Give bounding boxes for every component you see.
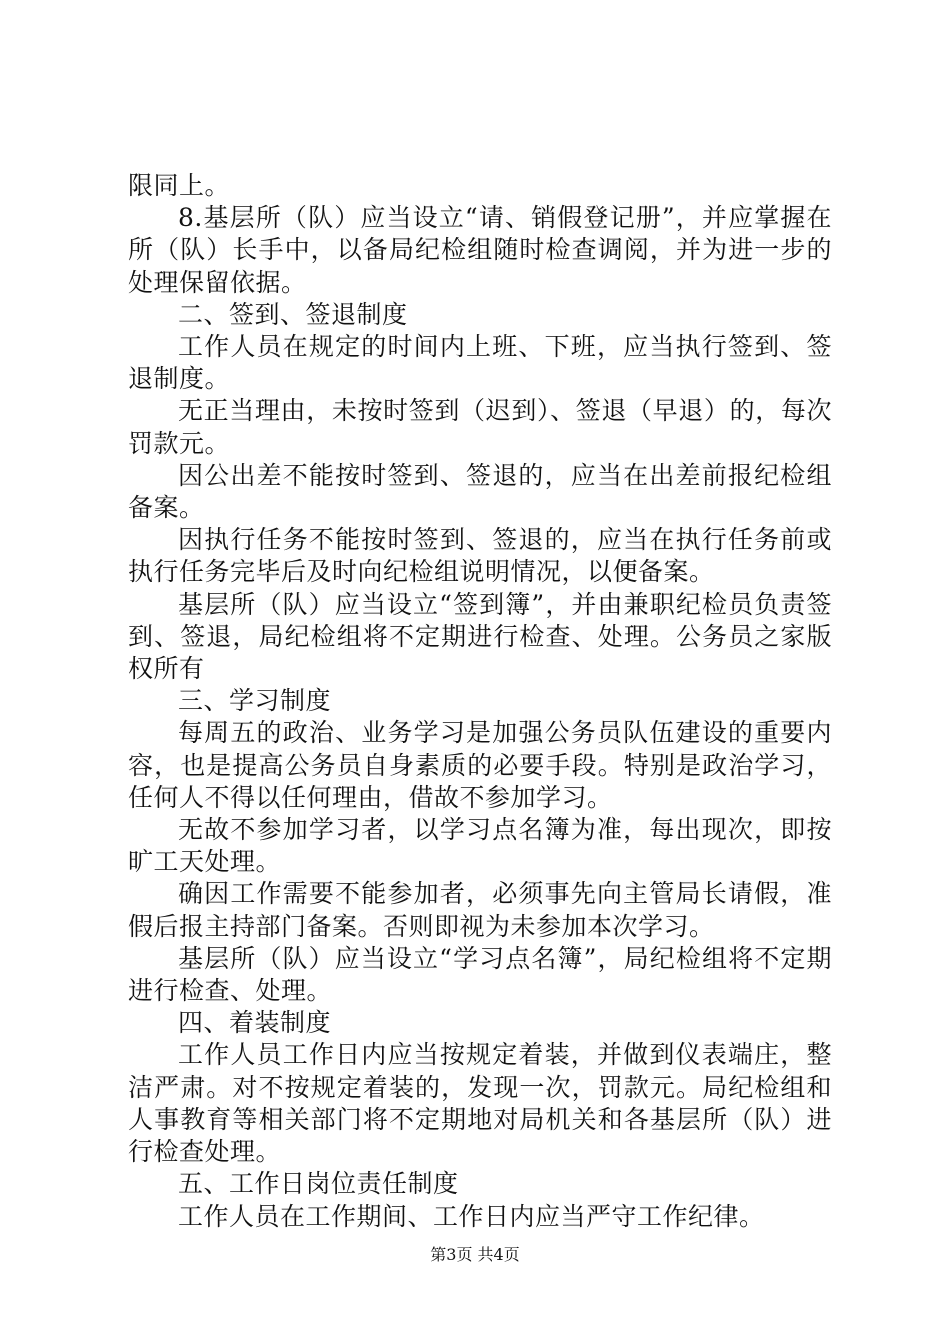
paragraph-sign-in-book: 基层所（队）应当设立“签到簿”，并由兼职纪检员负责签到、签退，局纪检组将不定期进行检查、处理。公务员之家版权所有 — [128, 589, 832, 684]
document-body — [128, 170, 832, 1233]
paragraph-task-exemption: 因执行任务不能按时签到、签退的，应当在执行任务前或执行任务完毕后及时向纪检组说明情况，以便备案。 — [128, 525, 832, 587]
paragraph-late-penalty: 无正当理由，未按时签到（迟到）、签退（早退）的，每次罚款元。 — [128, 396, 832, 458]
paragraph-limit-same: 限同上。 — [128, 171, 231, 200]
page-number-label: 第3页 共4页 — [430, 1245, 520, 1264]
paragraph-study-roster: 基层所（队）应当设立“学习点名簿”，局纪检组将不定期进行检查、处理。 — [128, 943, 832, 1006]
paragraph-friday-study: 每周五的政治、业务学习是加强公务员队伍建设的重要内容，也是提高公务员自身素质的必要手段。特别是政治学习，任何人不得以任何理由，借故不参加学习。 — [128, 718, 832, 812]
paragraph-leave-register: 8.基层所（队）应当设立“请、销假登记册”，并应掌握在所（队）长手中，以备局纪检组随时检查调阅，并为进一步的处理保留依据。 — [128, 203, 832, 297]
paragraph-work-discipline: 工作人员在工作期间、工作日内应当严守工作纪律。 — [178, 1201, 765, 1231]
section-heading-sign-in: 二、签到、签退制度 — [178, 299, 408, 329]
paragraph-sign-in-rule: 工作人员在规定的时间内上班、下班，应当执行签到、签退制度。 — [128, 332, 832, 394]
section-heading-study: 三、学习制度 — [178, 686, 332, 716]
paragraph-dress-rule: 工作人员工作日内应当按规定着装，并做到仪表端庄，整洁严肃。对不按规定着装的，发现一次，罚款元。局纪检组和人事教育等相关部门将不定期地对局机关和各基层所（队）进行检查处理。 — [128, 1040, 832, 1167]
paragraph-study-leave: 确因工作需要不能参加者，必须事先向主管局长请假，准假后报主持部门备案。否则即视为未参加本次学习。 — [128, 879, 832, 941]
section-heading-duty: 五、工作日岗位责任制度 — [178, 1169, 459, 1199]
section-heading-dress: 四、着装制度 — [178, 1008, 332, 1038]
paragraph-business-trip: 因公出差不能按时签到、签退的，应当在出差前报纪检组备案。 — [128, 460, 832, 523]
paragraph-absence-study: 无故不参加学习者，以学习点名簿为准，每出现次，即按旷工天处理。 — [128, 815, 832, 877]
page-footer — [0, 1245, 950, 1265]
